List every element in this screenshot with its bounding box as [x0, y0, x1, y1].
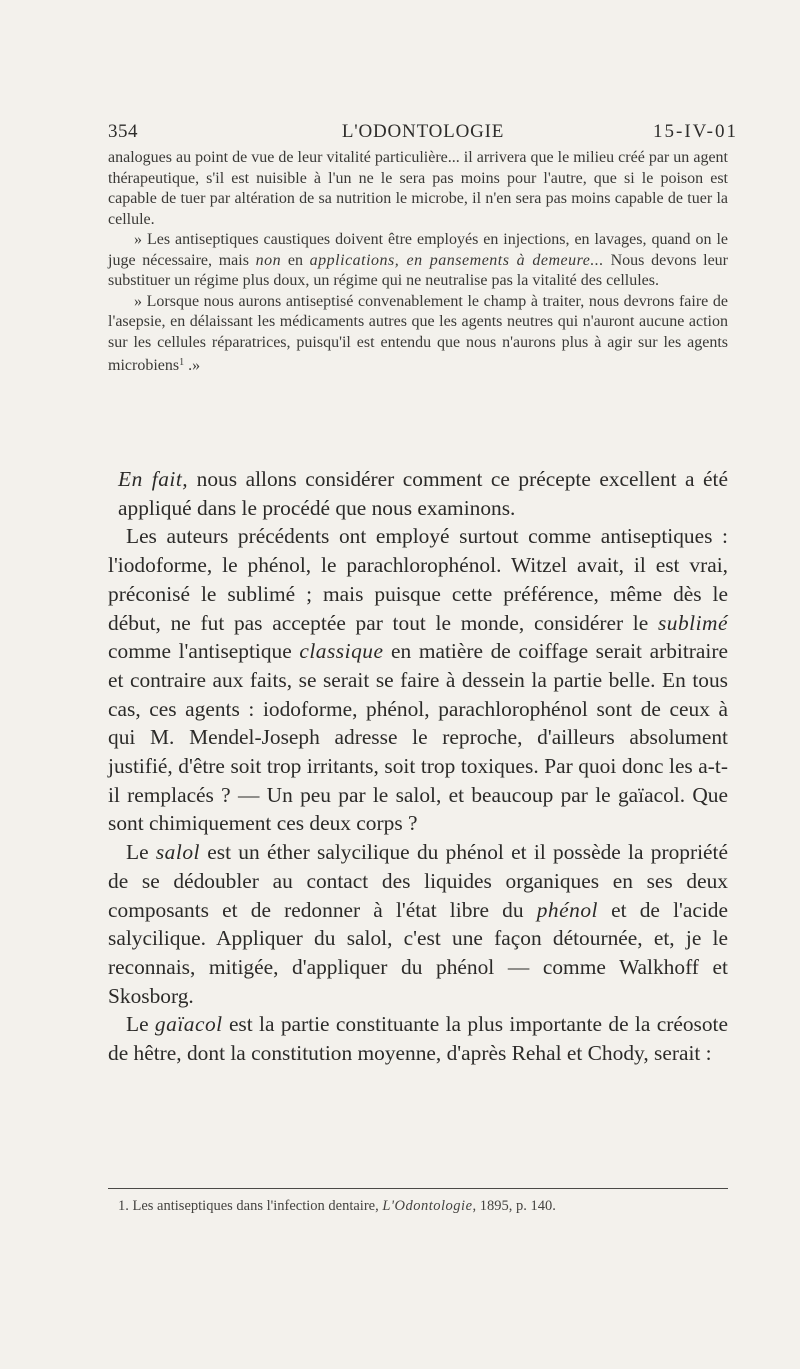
- main-paragraph-1: En fait, nous allons considérer comment ce précepte excellent a été appliqué dans le procédé que nous examinons.: [118, 467, 728, 520]
- emphasis-en-fait: En fait,: [118, 467, 189, 491]
- footnote-divider: [108, 1188, 728, 1189]
- footnote-reference: 1: [179, 357, 185, 368]
- emphasis-sublime: sublimé: [657, 610, 728, 635]
- journal-title: L'ODONTOLOGIE: [341, 121, 505, 142]
- emphasis-classique: classique: [299, 639, 384, 664]
- footnote: 1. Les antiseptiques dans l'infection dentaire, L'Odontologie, 1895, p. 140.: [118, 1198, 556, 1214]
- quote-paragraph-3: » Lorsque nous aurons antiseptisé convenablement le champ à traiter, nous devrons faire de l'asepsie, en délaissant les médicaments autres que les agents neutres qui n'auront aucune action sur les cellules réparatrices, puisqu'il est entendu que nous n'aurons plus à agir sur les agents microbiens$^1$ .»: [108, 292, 728, 374]
- quote-paragraph-2: » Les antiseptiques caustiques doivent être employés en injections, en lavages, quand on le juge nécessaire, mais non en applications, en pansements à demeure... Nous devons leur substituer un régime plus doux, un régime qui ne neutralise pas la vitalité des cellules.: [108, 231, 729, 289]
- emphasis-phenol: phénol: [536, 897, 598, 922]
- quote-paragraph-1: analogues au point de vue de leur vitalité particulière... il arrivera que le milieu créé par un agent thérapeutique, s'il est nuisible à l'un ne le sera pas moins pour l'autre, que si le poison est capable de tuer par altération de sa nutrition le microbe, il n'en sera pas moins capable de tuer la cellule.: [108, 149, 728, 228]
- quoted-passage: [108, 148, 728, 377]
- main-paragraph-2: Les auteurs précédents ont employé surtout comme antiseptiques : l'iodoforme, le phénol, le parachlorophénol. Witzel avait, il est vrai, préconisé le sublimé ; mais puisque cette préférence, même dès le début, ne fut pas acceptée par tout le monde, considérer le sublimé comme l'antiseptique classique en matière de coiffage serait arbitraire et contraire aux faits, se serait se faire à dessein la partie belle. En tous cas, ces agents : iodoforme, phénol, parachlorophénol sont de ceux à qui M. Mendel-Joseph adresse le reproche, d'ailleurs absolument justifié, d'être soit trop irritants, soit trop toxiques. Par quoi donc les a-t-il remplacés ? — Un peu par le salol, et beaucoup par le gaïacol. Que sont chimiquement ces deux corps ?: [108, 524, 728, 836]
- issue-date: 15-IV-01: [653, 121, 738, 142]
- emphasis-salol: salol: [155, 840, 200, 865]
- footnote-marker: 1.: [118, 1198, 129, 1214]
- running-header: [108, 121, 738, 151]
- emphasis-gaiacol: gaïacol: [154, 1012, 223, 1037]
- main-paragraph-3: Le salol est un éther salycilique du phénol et il possède la propriété de se dédoubler au contact des liquides organiques en ses deux composants et de redonner à l'état libre du phénol et de l'acide salycilique. Appliquer du salol, c'est une façon détournée, et, je le reconnais, mitigée, d'appliquer du phénol — comme Walkhoff et Skosborg.: [108, 840, 728, 1008]
- page-number: 354: [108, 121, 138, 142]
- main-text: [108, 465, 728, 1068]
- quote-emphasis-non: non: [255, 251, 282, 269]
- footnote-journal: L'Odontologie: [382, 1198, 473, 1214]
- quote-emphasis-applications: applications, en pansements à demeure...: [309, 251, 604, 269]
- main-paragraph-4: Le gaïacol est la partie constituante la plus importante de la créosote de hêtre, dont la constitution moyenne, d'après Rehal et Chody, serait :: [108, 1012, 728, 1066]
